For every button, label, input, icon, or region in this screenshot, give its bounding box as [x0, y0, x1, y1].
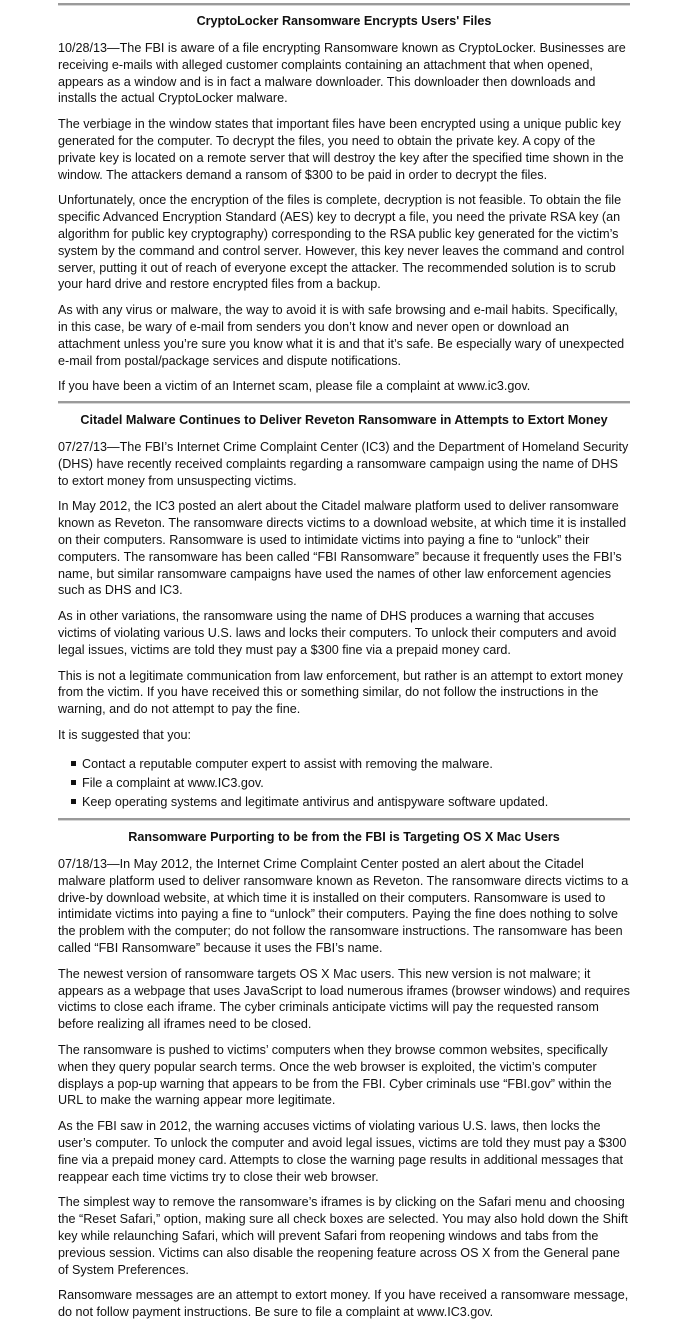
list-item: Keep operating systems and legitimate antivirus and antispyware software updated.: [82, 794, 630, 813]
suggestion-list: [58, 756, 630, 813]
article-paragraph: 07/27/13—The FBI’s Internet Crime Complaint Center (IC3) and the Department of Homeland Security (DHS) have recently received complaints regarding a ransomware campaign using the name of DHS to extort money from unsuspecting victims.: [58, 440, 629, 488]
section-divider: [58, 3, 630, 6]
article-paragraph: The simplest way to remove the ransomware’s iframes is by clicking on the Safari menu and choosing the “Reset Safari,” option, making sure all check boxes are selected. You may also hold down the Shift key while relaunching Safari, which will prevent Safari from reopening windows and tabs from the previous session. Victims can also disable the reopening feature across OS X from the General pane of System Preferences.: [58, 1195, 628, 1277]
article-paragraph: This is not a legitimate communication from law enforcement, but rather is an attempt to extort money from the victim. If you have received this or something similar, do not follow the instructions in the warning, and do not attempt to pay the fine.: [58, 668, 623, 717]
article-paragraph: As in other variations, the ransomware using the name of DHS produces a warning that accuses victims of violating various U.S. laws and locks their computers. To unlock their computers and avoid legal issues, victims are told they must pay a $300 fine via a prepaid money card.: [58, 609, 617, 657]
article-paragraph: The verbiage in the window states that important files have been encrypted using a unique public key generated for the computer. To decrypt the files, you need to obtain the private key. A copy of the private key is located on a remote server that will destroy the key after the specified time shown in the window. The attackers demand a ransom of $300 to be paid in order to decrypt the files.: [58, 117, 624, 182]
article-paragraph: Unfortunately, once the encryption of the files is complete, decryption is not feasible. To obtain the file specific Advanced Encryption Standard (AES) key to decrypt a file, you need the private RSA key (an algorithm for public key cryptography) corresponding to the RSA public key generated for the victim’s system by the command and control server. However, this key never leaves the command and control server, putting it out of reach of everyone except the attacker. The recommended solution is to scrub your hard drive and restore encrypted files from a backup.: [58, 193, 625, 292]
article-paragraph: The newest version of ransomware targets OS X Mac users. This new version is not malware; it appears as a webpage that uses JavaScript to load numerous iframes (browser windows) and requires victims to close each iframe. The cyber criminals anticipate victims will pay the requested ransom before realizing all iframes need to be closed.: [58, 966, 630, 1032]
article-paragraph: If you have been a victim of an Internet scam, please file a complaint at www.ic3.gov.: [58, 379, 531, 394]
article-title: CryptoLocker Ransomware Encrypts Users' Files: [196, 14, 492, 28]
article-paragraph: The ransomware is pushed to victims’ computers when they browse common websites, specifically when they query popular search terms. Once the web browser is exploited, the victim’s computer displays a pop-up warning that appears to be from the FBI. Cyber criminals use “FBI.gov” within the URL to make the warning appear more legitimate.: [58, 1042, 612, 1108]
article-paragraph: As with any virus or malware, the way to avoid it is with safe browsing and e-mail habits. Specifically, in this case, be wary of e-mail from senders you don’t know and never open or download an attachment unless you’re sure you know what it is and that it’s safe. Be especially wary of unexpected e-mail from postal/package services and dispute notifications.: [58, 303, 625, 368]
article-title: Ransomware Purporting to be from the FBI is Targeting OS X Mac Users: [128, 830, 560, 844]
article-paragraph: Ransomware messages are an attempt to extort money. If you have received a ransomware message, do not follow payment instructions. Be sure to file a complaint at www.IC3.gov.: [58, 1288, 629, 1320]
section-divider: [58, 401, 630, 404]
article-paragraph: 07/18/13—In May 2012, the Internet Crime Complaint Center posted an alert about the Citadel malware platform used to deliver ransomware known as Reveton. The ransomware directs victims to a drive-by download website, at which time it is installed on their computers. Ransomware is used to intimidate victims into paying a fine to “unlock” their computers. Paying the fine does nothing to solve the problem with the computer; do not follow the ransomware instructions. The ransomware has been called “FBI Ransomware” because it uses the FBI’s name.: [58, 857, 629, 955]
section-divider: [58, 818, 630, 821]
article-citadel-reveton: [58, 412, 630, 813]
article-paragraph: In May 2012, the IC3 posted an alert about the Citadel malware platform used to deliver ransomware known as Reveton. The ransomware directs victims to a download website, at which time it is installed on their computers. Ransomware is used to intimidate victims into paying a fine to “unlock” their computers. The ransomware has been called “FBI Ransomware” because it frequently uses the FBI’s name, but similar ransomware campaigns have used the names of other law enforcement agencies such as DHS and IC3.: [58, 499, 627, 598]
article-paragraph: It is suggested that you:: [58, 727, 192, 742]
list-item: File a complaint at www.IC3.gov.: [82, 775, 630, 794]
article-title: Citadel Malware Continues to Deliver Reveton Ransomware in Attempts to Extort Money: [80, 413, 608, 427]
list-item: Contact a reputable computer expert to assist with removing the malware.: [82, 756, 630, 775]
article-cryptolocker: [58, 13, 630, 395]
article-paragraph: 10/28/13—The FBI is aware of a file encrypting Ransomware known as CryptoLocker. Businesses are receiving e-mails with alleged customer complaints containing an attachment that when opened, appears as a window and is in fact a malware downloader. This downloader then downloads and installs the actual CryptoLocker malware.: [58, 41, 626, 106]
article-paragraph: As the FBI saw in 2012, the warning accuses victims of violating various U.S. laws, then locks the user’s computer. To unlock the computer and avoid legal issues, victims are told they must pay a $300 fine via a prepaid money card. Attempts to close the warning page results in additional messages that reappear each time victims try to close their web browser.: [58, 1119, 627, 1184]
article-osx-mac: [58, 829, 630, 1321]
